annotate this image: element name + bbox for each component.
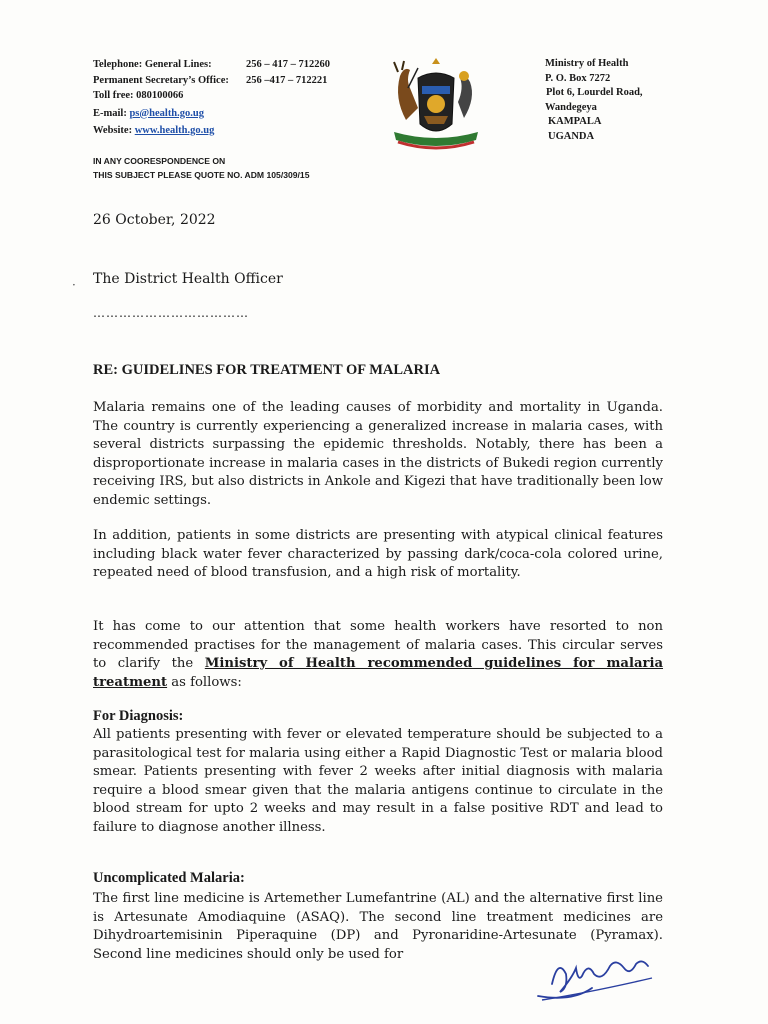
paragraph-intro: Malaria remains one of the leading causes of morbidity and mortality in Uganda. The country is currently experiencing a generalized increase in malaria cases, with several districts surpassing the epidemic thresholds. Notably, there has been a disproportionate increase in malaria cases in the districts of Bukedi region currently receiving IRS, but also districts in Ankole and Kigezi that have traditionally been low endemic settings. — [93, 400, 663, 508]
uganda-coat-of-arms-icon — [384, 58, 488, 154]
reference-line: THIS SUBJECT PLEASE QUOTE NO. ADM 105/309/15 — [93, 170, 310, 180]
diagnosis-text: All patients presenting with fever or elevated temperature should be subjected to a parasitological test for malaria using either a Rapid Diagnostic Test or malaria blood smear. Patients presenting with fever 2 weeks after initial diagnosis with malaria require a blood smear given that the malaria antigens continue to circulate in the blood stream for upto 2 weeks and may result in a false positive RDT and lead to failure to diagnose another illness. — [93, 727, 663, 835]
address-line: Wandegeya — [545, 101, 597, 113]
ministry-address-block — [545, 57, 643, 145]
diagnosis-heading: For Diagnosis: — [93, 708, 184, 724]
telephone-value: 256 – 417 – 712260 — [246, 59, 330, 70]
recipient-placeholder: ……………………………… — [93, 306, 249, 320]
address-line: KAMPALA — [548, 116, 602, 128]
ps-office-value: 256 –417 – 712221 — [246, 74, 328, 86]
ps-office-label: Permanent Secretary’s Office: — [93, 74, 229, 86]
paragraph-circular-start: It has come to our attention that some health workers have resorted to non recommended practises for the management of malaria cases. This circular serves to clarify the — [93, 619, 663, 672]
address-line: UGANDA — [548, 130, 595, 142]
paragraph-atypical: In addition, patients in some districts are presenting with atypical clinical features including black water fever characterized by passing dark/coca-cola colored urine, repeated need of blood transfusion, and a high risk of mortality. — [93, 528, 663, 581]
reference-line: IN ANY COORESPONDENCE ON — [93, 156, 226, 166]
recipient: The District Health Officer — [93, 271, 283, 287]
bullet-mark: · — [72, 278, 76, 292]
signature-icon — [532, 948, 662, 1006]
address-line: Ministry of Health — [545, 58, 629, 69]
website-link[interactable]: www.health.go.ug — [134, 125, 215, 136]
reference-notice — [93, 154, 310, 182]
sender-contact-block — [93, 57, 330, 139]
telephone-label: Telephone: General Lines: — [93, 59, 212, 70]
uncomplicated-text: The first line medicine is Artemether Lumefantrine (AL) and the alternative first line is Artesunate Amodiaquine (ASAQ). The second line treatment medicines are Dihydroartemisinin Piperaquine (DP) and Pyronaridine-Artesunate (Pyramax). Second line medicines should only be used for — [93, 891, 663, 962]
subject-line: RE: GUIDELINES FOR TREATMENT OF MALARIA — [93, 362, 441, 378]
address-line: Plot 6, Lourdel Road, — [546, 87, 643, 99]
paragraph-circular — [93, 618, 663, 692]
uncomplicated-heading: Uncomplicated Malaria: — [93, 870, 245, 886]
email-label: E-mail: — [93, 107, 127, 119]
email-link[interactable]: ps@health.go.ug — [129, 107, 204, 119]
guidelines-emphasis: Ministry of Health recommended guidelines for malaria treatment — [93, 656, 664, 690]
toll-free: Toll free: 080100066 — [93, 90, 184, 101]
letter-date: 26 October, 2022 — [93, 212, 216, 228]
address-line: P. O. Box 7272 — [545, 72, 611, 84]
paragraph-circular-end: as follows: — [167, 674, 242, 690]
website-label: Website: — [93, 125, 133, 136]
